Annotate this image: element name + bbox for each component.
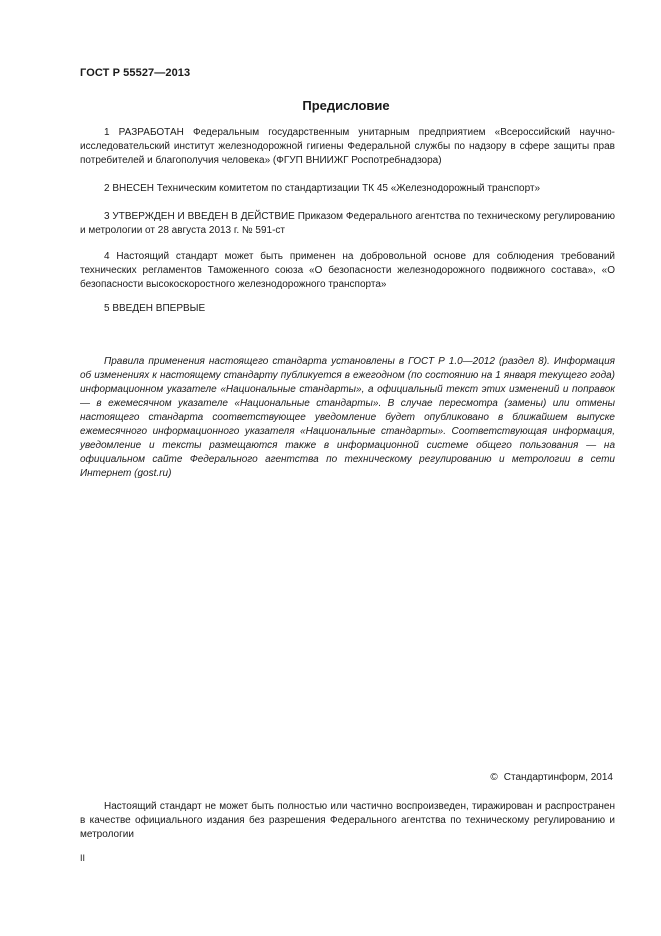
- copyright-symbol: ©: [490, 772, 498, 783]
- rules-note-text: Правила применения настоящего стандарта установлены в ГОСТ Р 1.0—2012 (раздел 8). Информация об изменениях к настоящему стандарту публикуется в ежегодном (по состоянию на 1 января текущего года) информационном указателе «Национальные стандарты», а официальный текст этих изменений и поправок — в ежемесячном указателе «Национальные стандарты». В случае пересмотра (замены) или отмены настоящего стандарта соответствующее уведомление будет опубликовано в ближайшем выпуске ежемесячного информационного указателя «Национальные стандарты». Соответствующая информация, уведомление и тексты размещаются также в информационной системе общего пользования — на официальном сайте Федерального агентства по техническому регулированию и метрологии в сети Интернет (gost.ru): [80, 356, 615, 479]
- item-2: [80, 182, 615, 196]
- item-4: [80, 250, 615, 292]
- copyright-line: [80, 772, 613, 783]
- item-4-text: 4 Настоящий стандарт может быть применен на добровольной основе для соблюдения требований технических регламентов Таможенного союза «О безопасности железнодорожного подвижного состава», «О безопасности высокоскоростного железнодорожного транспорта»: [80, 251, 615, 290]
- item-3: [80, 210, 615, 238]
- page-number: II: [80, 853, 86, 863]
- item-3-text: 3 УТВЕРЖДЕН И ВВЕДЕН В ДЕЙСТВИЕ Приказом Федерального агентства по техническому регулированию и метрологии от 28 августа 2013 г. № 591-ст: [80, 211, 615, 236]
- item-1-text: 1 РАЗРАБОТАН Федеральным государственным унитарным предприятием «Всероссийский научно-исследовательский институт железнодорожной гигиены Федеральной службы по надзору в сфере защиты прав потребителей и благополучия человека» (ФГУП ВНИИЖГ Роспотребнадзора): [80, 127, 615, 166]
- reproduction-notice-text: Настоящий стандарт не может быть полностью или частично воспроизведен, тиражирован и распространен в качестве официального издания без разрешения Федерального агентства по техническому регулированию и метрологии: [80, 801, 615, 840]
- copyright-text: Стандартинформ, 2014: [503, 772, 613, 783]
- item-2-text: 2 ВНЕСЕН Техническим комитетом по стандартизации ТК 45 «Железнодорожный транспорт»: [104, 183, 541, 194]
- document-code: ГОСТ Р 55527—2013: [80, 67, 191, 79]
- item-5-text: 5 ВВЕДЕН ВПЕРВЫЕ: [104, 303, 206, 314]
- rules-note: [80, 355, 615, 481]
- page-title: Предисловие: [302, 98, 390, 113]
- item-5: [80, 302, 615, 316]
- item-1: [80, 126, 615, 168]
- reproduction-notice: [80, 800, 615, 842]
